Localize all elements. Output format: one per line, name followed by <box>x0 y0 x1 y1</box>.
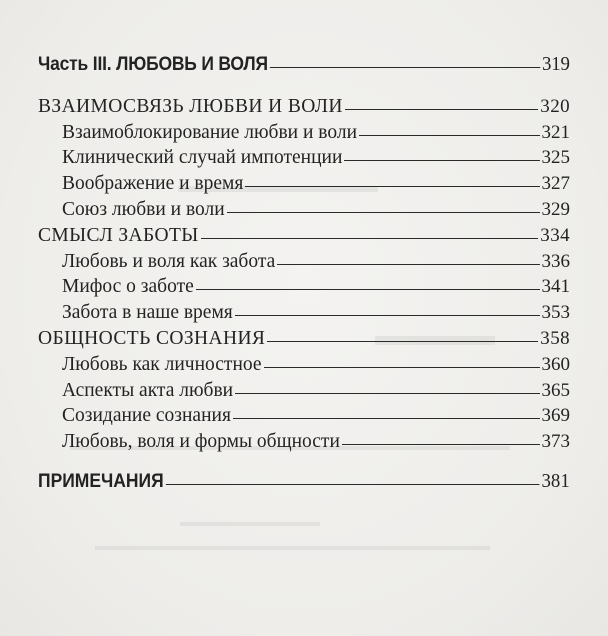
toc-notes-entry <box>38 469 570 495</box>
toc-page-number: 327 <box>541 173 570 195</box>
toc-subsection-entry <box>38 300 570 326</box>
toc-page-number: 358 <box>540 327 570 349</box>
toc-leader-line <box>233 417 540 419</box>
toc-page-number: 319 <box>542 53 570 75</box>
toc-notes-title: ПРИМЕЧАНИЯ <box>38 470 164 492</box>
toc-leader-line <box>267 340 538 342</box>
toc-subsection-title: Клинический случай импотенции <box>62 147 343 169</box>
toc-part-title: Часть III. ЛЮБОВЬ И ВОЛЯ <box>38 54 268 75</box>
toc-section-entry <box>38 223 570 249</box>
toc-page-number: 373 <box>541 431 570 453</box>
toc-part-entry <box>38 52 570 78</box>
toc-subsection-entry <box>38 429 570 455</box>
bleed-through-decoration <box>95 546 490 556</box>
toc-subsection-entry <box>38 249 570 275</box>
toc-leader-line <box>166 483 540 485</box>
toc-section-title: ВЗАИМОСВЯЗЬ ЛЮБВИ И ВОЛИ <box>38 95 343 117</box>
toc-page-number: 353 <box>541 302 570 324</box>
toc-section-entry <box>38 94 570 120</box>
toc-section-title: СМЫСЛ ЗАБОТЫ <box>38 224 199 246</box>
toc-leader-line <box>235 392 539 394</box>
toc-leader-line <box>235 314 540 316</box>
toc-section-title: ОБЩНОСТЬ СОЗНАНИЯ <box>38 327 266 349</box>
toc-subsection-title: Созидание сознания <box>62 405 231 427</box>
toc-subsection-entry <box>38 378 570 404</box>
toc-leader-line <box>345 108 538 110</box>
toc-subsection-title: Любовь как личностное <box>62 353 262 375</box>
toc-page-number: 334 <box>540 224 570 246</box>
toc-leader-line <box>277 263 539 265</box>
toc-leader-line <box>270 66 540 68</box>
toc-page-number: 360 <box>541 353 570 375</box>
toc-subsection-entry <box>38 171 570 197</box>
toc-subsection-entry <box>38 403 570 429</box>
toc-page-number: 325 <box>541 147 570 169</box>
toc-page-number: 381 <box>541 469 570 492</box>
toc-subsection-entry <box>38 145 570 171</box>
toc-subsection-title: Забота в наше время <box>62 302 233 324</box>
toc-subsection-title: Воображение и время <box>62 173 244 195</box>
toc-page-number: 321 <box>541 121 570 143</box>
toc-subsection-entry <box>38 197 570 223</box>
toc-leader-line <box>245 185 539 187</box>
toc-page-number: 320 <box>540 95 570 117</box>
toc-subsection-title: Союз любви и воли <box>62 198 225 220</box>
toc-subsection-title: Любовь, воля и формы общности <box>62 431 340 453</box>
toc-subsection-title: Любовь и воля как забота <box>62 250 276 272</box>
toc-section-entry <box>38 326 570 352</box>
toc-subsection-entry <box>38 352 570 378</box>
toc-leader-line <box>201 237 539 239</box>
toc-subsection-title: Аспекты акта любви <box>62 379 234 401</box>
toc-page-number: 369 <box>541 405 570 427</box>
bleed-through-decoration <box>180 522 320 532</box>
toc-subsection-entry <box>38 274 570 300</box>
toc-subsection-entry <box>38 120 570 146</box>
toc-page-number: 341 <box>541 276 570 298</box>
toc-leader-line <box>359 134 539 136</box>
toc-leader-line <box>344 159 539 161</box>
table-of-contents <box>38 52 570 495</box>
toc-leader-line <box>227 211 540 213</box>
toc-page-number: 329 <box>541 198 570 220</box>
toc-subsection-title: Мифос о заботе <box>62 276 194 298</box>
toc-page-number: 336 <box>541 250 570 272</box>
toc-leader-line <box>196 288 540 290</box>
toc-page-number: 365 <box>541 379 570 401</box>
toc-leader-line <box>264 366 540 368</box>
toc-subsection-title: Взаимоблокирование любви и воли <box>62 121 358 143</box>
toc-leader-line <box>342 443 540 445</box>
